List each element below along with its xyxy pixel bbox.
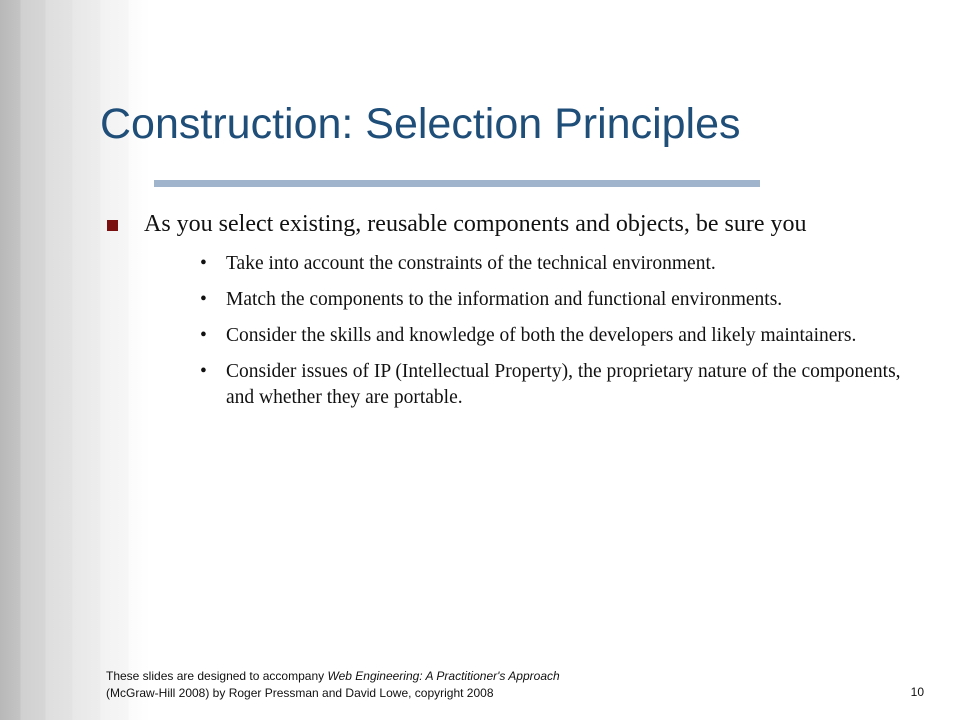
sub-bullet-item xyxy=(100,287,920,313)
main-bullet-text: As you select existing, reusable components and objects, be sure you xyxy=(144,211,807,237)
dot-bullet-icon: • xyxy=(200,289,207,310)
sub-bullet-item xyxy=(100,359,920,411)
title-underline-rule xyxy=(154,180,760,187)
footer-line-1 xyxy=(106,668,560,685)
main-bullet-item xyxy=(100,209,920,240)
slide-number: 10 xyxy=(910,685,924,699)
sub-bullet-item xyxy=(100,323,920,349)
sub-bullet-text: Consider issues of IP (Intellectual Property), the proprietary nature of the components, and whether they are portable. xyxy=(226,361,901,408)
sub-bullet-item xyxy=(100,251,920,277)
slide-content xyxy=(100,209,920,421)
sub-bullet-text: Take into account the constraints of the technical environment. xyxy=(226,253,716,274)
dot-bullet-icon: • xyxy=(200,325,207,346)
sub-bullet-text: Consider the skills and knowledge of both the developers and likely maintainers. xyxy=(226,325,857,346)
footer-line-2: (McGraw-Hill 2008) by Roger Pressman and David Lowe, copyright 2008 xyxy=(106,686,494,700)
dot-bullet-icon: • xyxy=(200,361,207,382)
sub-bullet-text: Match the components to the information and functional environments. xyxy=(226,289,783,310)
sub-bullet-list xyxy=(100,251,920,411)
square-bullet-icon xyxy=(107,220,118,231)
footer-credit xyxy=(106,668,560,702)
dot-bullet-icon: • xyxy=(200,253,207,274)
slide-title: Construction: Selection Principles xyxy=(100,100,741,148)
footer-book-title: Web Engineering: A Practitioner's Approach xyxy=(327,669,560,683)
footer-prefix: These slides are designed to accompany xyxy=(106,669,328,683)
